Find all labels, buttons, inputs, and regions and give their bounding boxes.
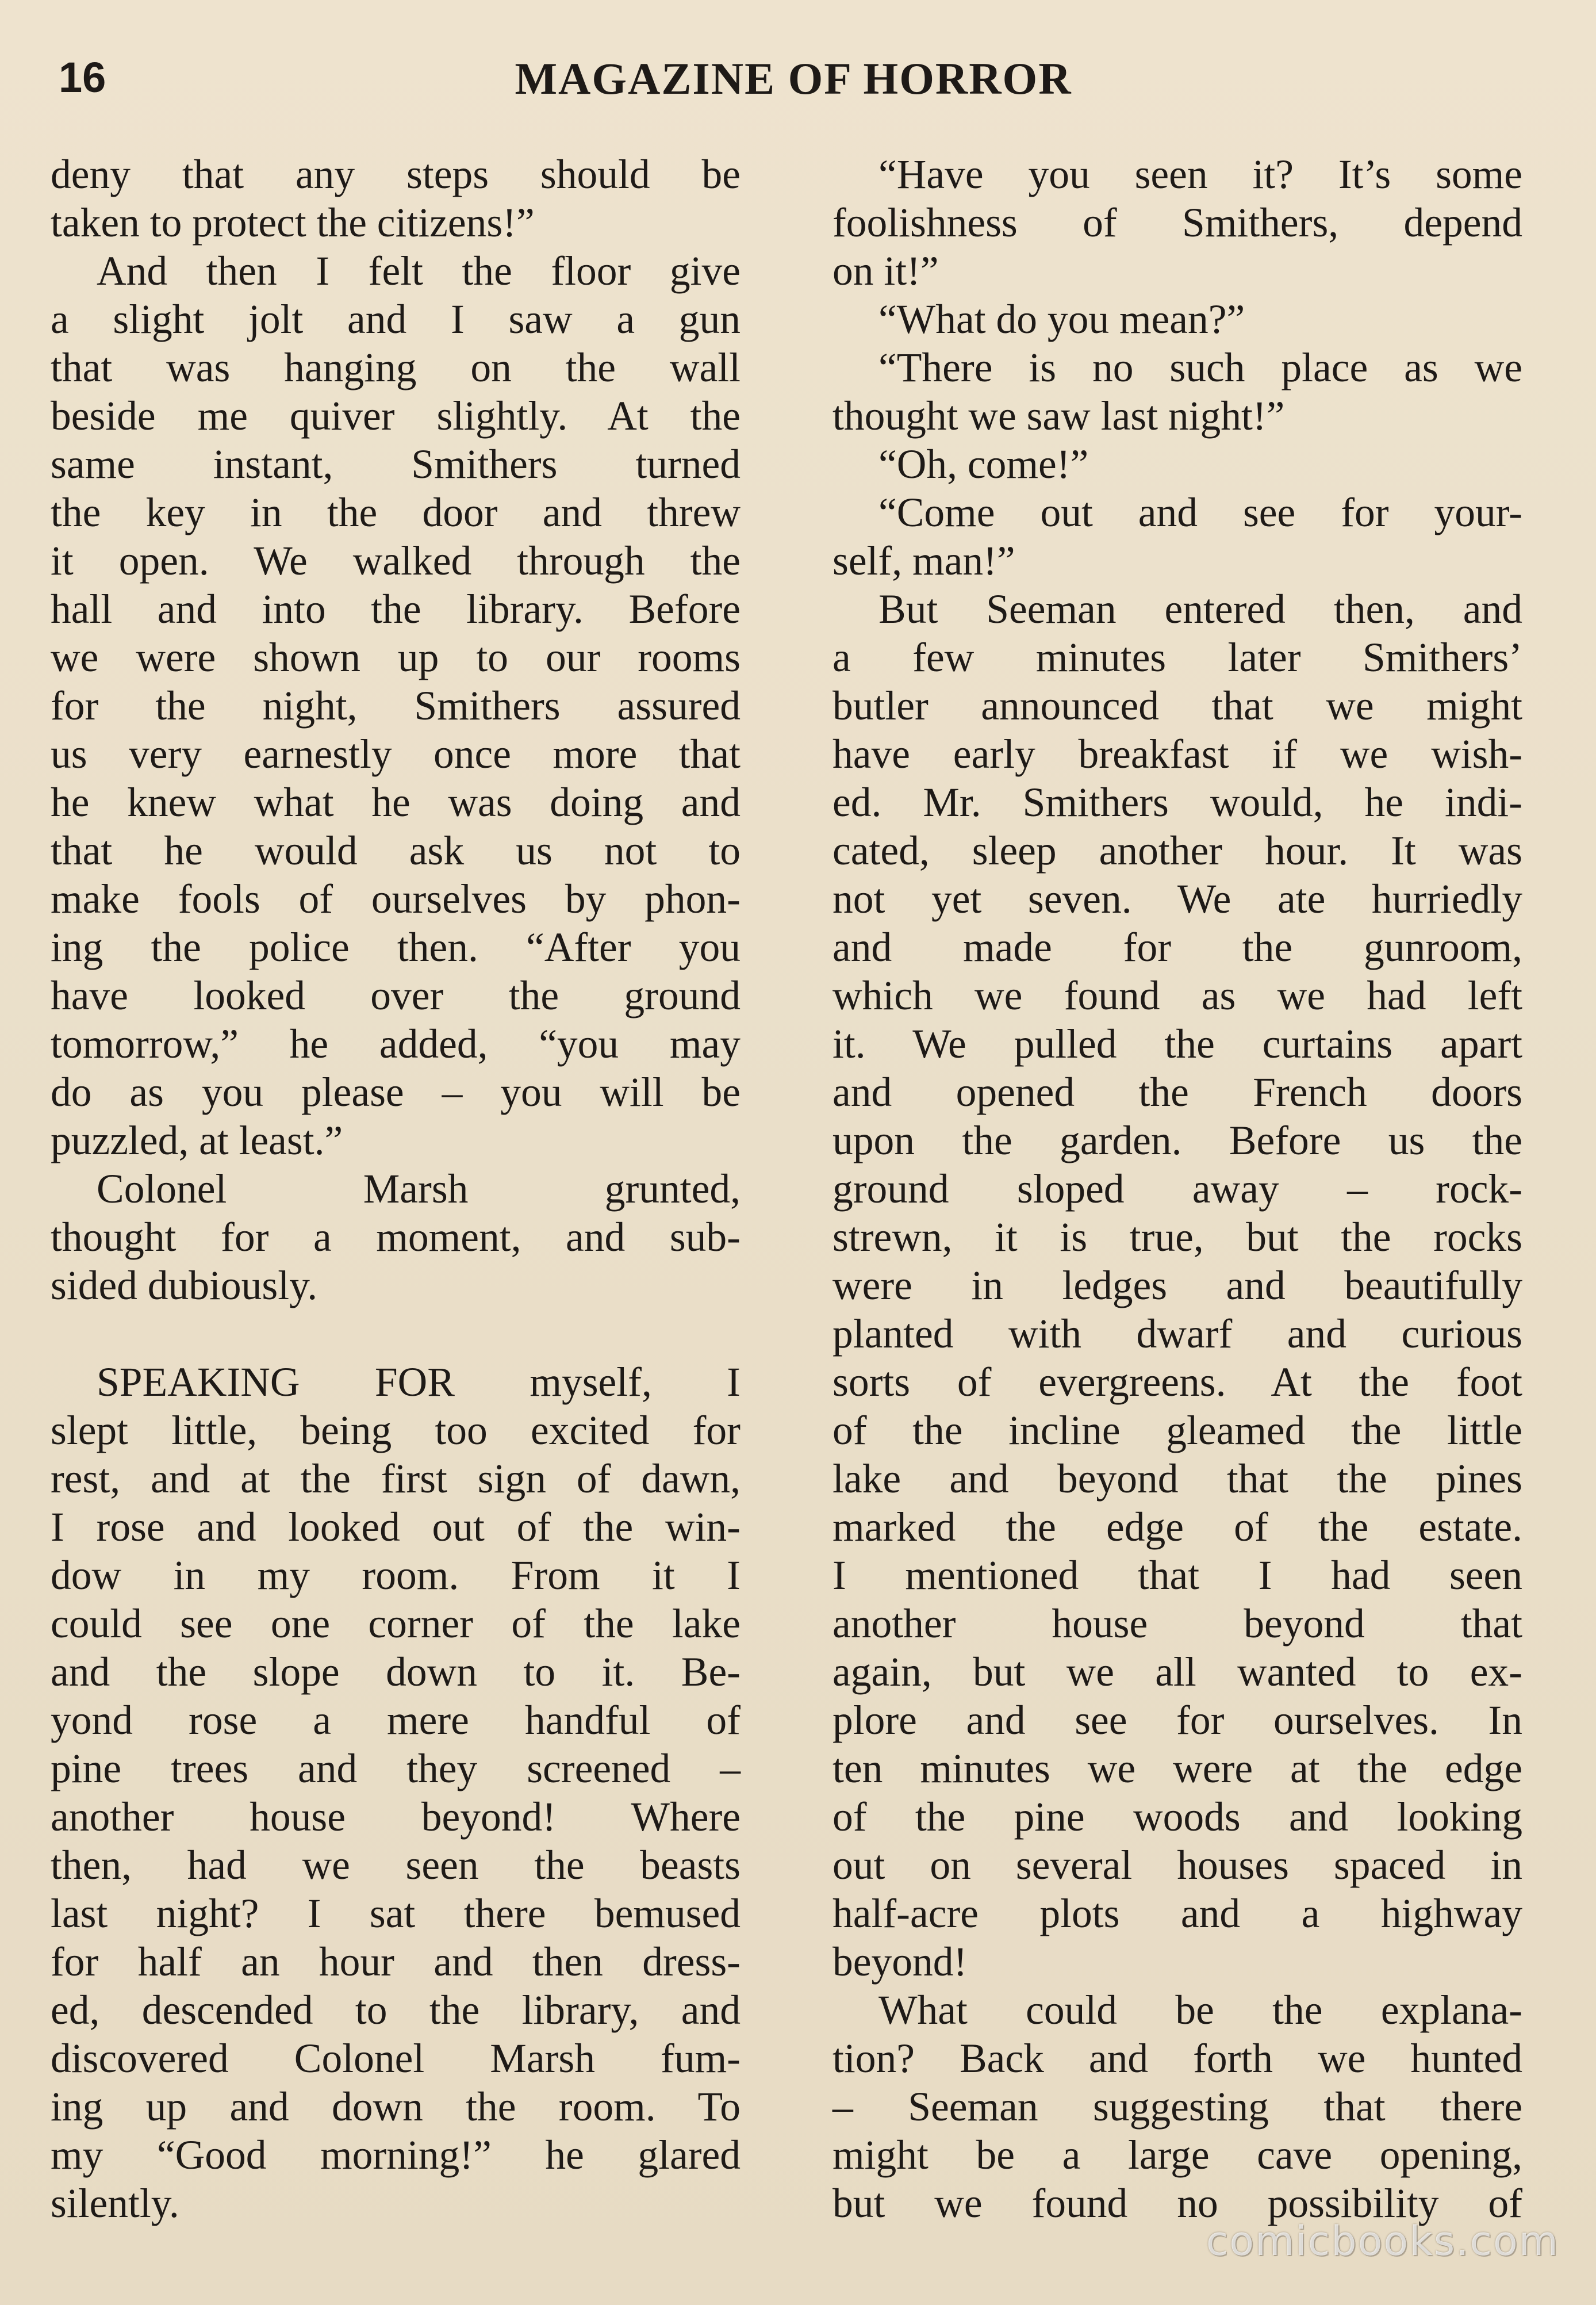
text-line: a few minutes later Smithers’ xyxy=(832,635,1522,680)
text-line: us very earnestly once more that xyxy=(51,732,741,777)
text-line: have looked over the ground xyxy=(51,973,741,1019)
text-line: deny that any steps should be xyxy=(51,152,741,197)
text-line: And then I felt the floor give xyxy=(97,248,741,294)
text-line: puzzled, at least.” xyxy=(51,1118,343,1163)
text-line: foolishness of Smithers, depend xyxy=(832,200,1522,246)
text-line: ing up and down the room. To xyxy=(51,2084,741,2130)
text-line: beside me quiver slightly. At the xyxy=(51,393,741,439)
text-line: of the pine woods and looking xyxy=(832,1794,1522,1840)
page-number: 16 xyxy=(59,53,106,101)
text-line: again, but we all wanted to ex- xyxy=(832,1649,1522,1695)
text-line: self, man!” xyxy=(832,538,1015,584)
text-line: for the night, Smithers assured xyxy=(51,683,741,729)
text-line: that was hanging on the wall xyxy=(51,345,741,390)
text-line: out on several houses spaced in xyxy=(832,1843,1522,1888)
text-line: but we found no possibility of xyxy=(832,2181,1522,2226)
right-text-column xyxy=(832,151,1522,2228)
text-line: last night? I sat there bemused xyxy=(51,1891,741,1936)
text-line: But Seeman entered then, and xyxy=(878,587,1522,632)
text-line: could see one corner of the lake xyxy=(51,1601,741,1647)
text-line: sorts of evergreens. At the foot xyxy=(832,1360,1522,1405)
text-line: thought for a moment, and sub- xyxy=(51,1215,741,1260)
text-line: make fools of ourselves by phon- xyxy=(51,876,741,922)
text-line: sided dubiously. xyxy=(51,1263,318,1308)
text-line: beyond! xyxy=(832,1939,968,1985)
text-line: ing the police then. “After you xyxy=(51,925,741,970)
text-line: planted with dwarf and curious xyxy=(832,1311,1522,1357)
text-line: ed. Mr. Smithers would, he indi- xyxy=(832,780,1522,825)
text-line: the key in the door and threw xyxy=(51,490,741,535)
text-line: have early breakfast if we wish- xyxy=(832,732,1522,777)
text-line: we were shown up to our rooms xyxy=(51,635,741,680)
text-line: ten minutes we were at the edge xyxy=(832,1746,1522,1791)
text-line: which we found as we had left xyxy=(832,973,1522,1019)
text-line: slept little, being too excited for xyxy=(51,1408,741,1453)
text-line: and opened the French doors xyxy=(832,1070,1522,1115)
text-line: I mentioned that I had seen xyxy=(832,1553,1522,1598)
text-line: marked the edge of the estate. xyxy=(832,1504,1522,1550)
text-line: and the slope down to it. Be- xyxy=(51,1649,741,1695)
text-line: “There is no such place as we xyxy=(878,345,1522,390)
text-line: rest, and at the first sign of dawn, xyxy=(51,1456,741,1502)
text-line: it open. We walked through the xyxy=(51,538,741,584)
text-line: of the incline gleamed the little xyxy=(832,1408,1522,1453)
text-line: a slight jolt and I saw a gun xyxy=(51,297,741,342)
text-line: for half an hour and then dress- xyxy=(51,1939,741,1985)
paragraph-break xyxy=(51,1310,741,1358)
text-line: taken to protect the citizens!” xyxy=(51,200,535,246)
left-text-column xyxy=(51,151,741,2228)
text-line: discovered Colonel Marsh fum- xyxy=(51,2036,741,2081)
text-line: not yet seven. We ate hurriedly xyxy=(832,876,1522,922)
text-line: tion? Back and forth we hunted xyxy=(832,2036,1522,2081)
text-line: strewn, it is true, but the rocks xyxy=(832,1215,1522,1260)
text-line: half-acre plots and a highway xyxy=(832,1891,1522,1936)
text-line: SPEAKING FOR myself, I xyxy=(97,1360,741,1405)
text-line: “Oh, come!” xyxy=(878,442,1089,487)
text-line: – Seeman suggesting that there xyxy=(832,2084,1522,2130)
text-line: and made for the gunroom, xyxy=(832,925,1522,970)
text-line: tomorrow,” he added, “you may xyxy=(51,1021,741,1067)
text-line: ground sloped away – rock- xyxy=(832,1166,1522,1212)
text-line: “Have you seen it? It’s some xyxy=(878,152,1522,197)
text-line: upon the garden. Before us the xyxy=(832,1118,1522,1163)
text-line: I rose and looked out of the win- xyxy=(51,1504,741,1550)
text-line: another house beyond that xyxy=(832,1601,1522,1647)
text-line: plore and see for ourselves. In xyxy=(832,1698,1522,1743)
text-line: thought we saw last night!” xyxy=(832,393,1285,439)
running-head-title: MAGAZINE OF HORROR xyxy=(515,53,1072,104)
text-line: cated, sleep another hour. It was xyxy=(832,828,1522,874)
text-line: What could be the explana- xyxy=(878,1988,1522,2033)
text-line: that he would ask us not to xyxy=(51,828,741,874)
text-line: “What do you mean?” xyxy=(878,297,1245,342)
text-line: lake and beyond that the pines xyxy=(832,1456,1522,1502)
text-line: yond rose a mere handful of xyxy=(51,1698,741,1743)
text-line: my “Good morning!” he glared xyxy=(51,2132,741,2178)
text-line: butler announced that we might xyxy=(832,683,1522,729)
text-line: another house beyond! Where xyxy=(51,1794,741,1840)
text-line: then, had we seen the beasts xyxy=(51,1843,741,1888)
text-line: it. We pulled the curtains apart xyxy=(832,1021,1522,1067)
text-line: dow in my room. From it I xyxy=(51,1553,741,1598)
text-line: pine trees and they screened – xyxy=(51,1746,741,1791)
text-line: “Come out and see for your- xyxy=(878,490,1522,535)
watermark: comicbooks.com xyxy=(1206,2218,1559,2265)
text-line: do as you please – you will be xyxy=(51,1070,741,1115)
text-line: were in ledges and beautifully xyxy=(832,1263,1522,1308)
text-line: ed, descended to the library, and xyxy=(51,1988,741,2033)
text-line: on it!” xyxy=(832,248,939,294)
text-line: silently. xyxy=(51,2181,179,2226)
text-line: hall and into the library. Before xyxy=(51,587,741,632)
text-line: might be a large cave opening, xyxy=(832,2132,1522,2178)
text-line: same instant, Smithers turned xyxy=(51,442,741,487)
text-line: he knew what he was doing and xyxy=(51,780,741,825)
text-line: Colonel Marsh grunted, xyxy=(97,1166,741,1212)
